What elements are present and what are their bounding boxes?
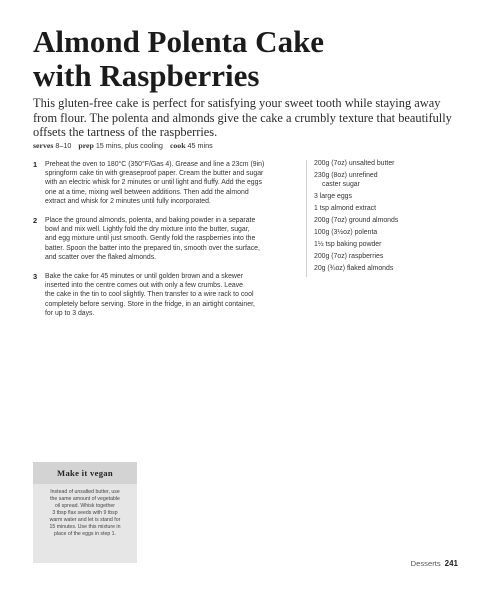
ingredient-text: 200g (7oz) raspberries [314, 253, 384, 261]
serves-label: serves [33, 141, 54, 150]
page-number: 241 [444, 559, 458, 568]
ingredient-item [314, 241, 454, 250]
ingredient-text: caster sugar [322, 180, 360, 188]
recipe-title [33, 25, 463, 93]
vegan-line: warm water and let is stand for [49, 517, 121, 523]
step-line: Bake the cake for 45 minutes or until golden brown and a skewer [45, 273, 244, 281]
vegan-line: 15 minutes. Use this mixture in [49, 524, 121, 530]
vegan-box-heading: Make it vegan [33, 462, 137, 484]
ingredient-item [314, 229, 454, 238]
vegan-line: Instead of unsalted butter, use [50, 489, 120, 495]
cook-value: 45 mins [187, 141, 213, 150]
step-number: 1 [33, 160, 38, 169]
step-line: Preheat the oven to 180°C (350°F/Gas 4). Grease and line a 23cm (9in) [45, 161, 265, 168]
ingredient-item [314, 205, 454, 214]
step-line: completely before serving. Store in the fridge, in an airtight container, [45, 300, 255, 308]
intro-line: This gluten-free cake is perfect for satisfying your sweet tooth while staying [33, 96, 412, 110]
prep-value: 15 mins, plus cooling [95, 141, 163, 150]
step-line: batter. Spoon the batter into the prepared tin, smooth over the surface, [45, 244, 260, 252]
step-line: inserted into the centre comes out with only a few crumbs. Leave [45, 282, 244, 290]
ingredient-text: 3 large eggs [314, 192, 352, 200]
step-line: and scatter over the flaked almonds. [45, 253, 157, 261]
cook-label: cook [169, 141, 186, 150]
ingredient-item [314, 253, 454, 262]
serves-value: 8–10 [55, 141, 72, 150]
ingredient-text: 100g (3½oz) polenta [314, 229, 378, 237]
step-line: bowl and mix well. Lightly fold the dry mixture into the butter, sugar, [45, 226, 250, 234]
vegan-box-body [33, 484, 137, 538]
ingredient-item [314, 265, 454, 274]
step-number: 3 [33, 272, 38, 282]
prep-label: prep [78, 141, 94, 150]
ingredient-text: 20g (¾oz) flaked almonds [314, 265, 394, 273]
vegan-line: place of the eggs in step 1. [53, 531, 116, 537]
ingredient-text: 1 tsp almond extract [314, 204, 377, 212]
method-steps [33, 160, 301, 328]
section-name: Desserts [410, 559, 441, 568]
ingredient-item [314, 193, 454, 202]
recipe-intro [33, 96, 465, 140]
vegan-line: oil spread. Whisk together [55, 503, 115, 509]
ingredient-text: 230g (8oz) unrefined [314, 172, 378, 180]
title-line: with Raspberries [33, 58, 260, 93]
page-footer [411, 559, 458, 568]
method-step [33, 216, 301, 262]
ingredients-list [306, 160, 454, 277]
recipe-meta [33, 141, 213, 151]
ingredient-item [314, 172, 454, 189]
ingredient-item [314, 217, 454, 226]
vegan-line: 3 tbsp flax seeds with 9 tbsp [52, 510, 118, 516]
vegan-line: the same amount of vegetable [50, 496, 120, 502]
step-line: for up to 3 days. [45, 309, 95, 317]
ingredient-text: 200g (7oz) ground almonds [314, 216, 399, 224]
step-line: extract and whisk for 2 minutes until fully incorporated. [45, 197, 211, 205]
step-line: one at a time, mixing well between additions. Then add the almond [45, 188, 249, 196]
title-line: Almond Polenta Cake [33, 24, 325, 59]
step-line: the cake in the tin to cool slightly. Then transfer to a wire rack to cool [45, 291, 254, 299]
step-line: and egg mixture until just smooth. Gently fold the raspberries into the [45, 235, 256, 243]
intro-line: that beautifully offsets the tartness of the raspberries. [33, 110, 452, 139]
ingredient-text: 200g (7oz) unsalted butter [314, 160, 395, 167]
ingredient-item [314, 160, 454, 169]
ingredient-text: 1½ tsp baking powder [314, 241, 382, 249]
step-line: with an electric whisk for 2 minutes or until light and fluffy. Add the eggs [45, 179, 262, 187]
make-it-vegan-box [33, 462, 137, 563]
step-number: 2 [33, 216, 38, 226]
method-step [33, 272, 301, 318]
step-line: Place the ground almonds, polenta, and baking powder in a separate [45, 217, 256, 225]
intro-line: away from flour. The polenta and almonds give the cake a crumbly texture [33, 96, 441, 125]
step-line: springform cake tin with greaseproof paper. Cream the butter and sugar [45, 170, 264, 178]
method-step [33, 160, 301, 206]
